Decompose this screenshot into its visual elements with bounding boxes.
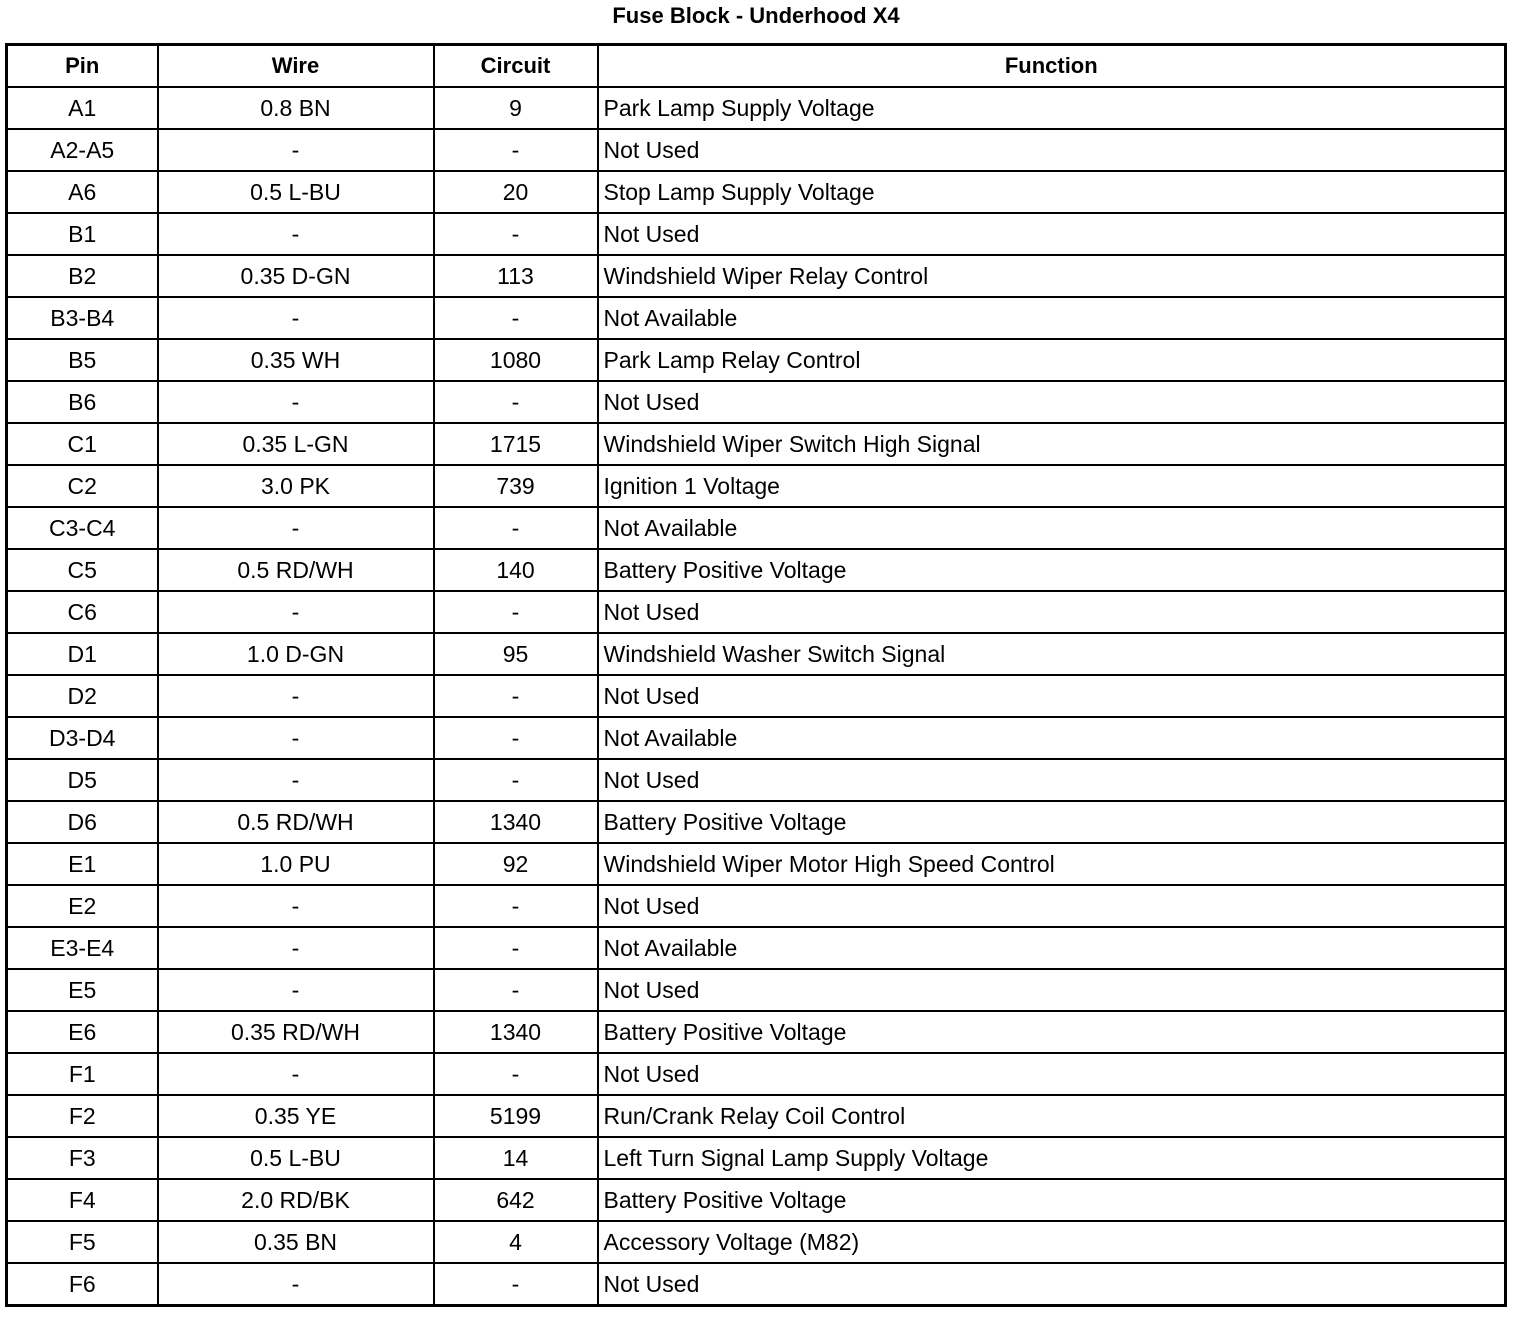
cell-function: Left Turn Signal Lamp Supply Voltage: [598, 1137, 1506, 1179]
cell-function: Battery Positive Voltage: [598, 549, 1506, 591]
cell-circuit: 95: [434, 633, 598, 675]
cell-circuit: -: [434, 507, 598, 549]
cell-circuit: 140: [434, 549, 598, 591]
cell-wire: -: [158, 885, 434, 927]
cell-pin: C5: [7, 549, 158, 591]
cell-pin: E1: [7, 843, 158, 885]
cell-circuit: 20: [434, 171, 598, 213]
header-function: Function: [598, 45, 1506, 88]
cell-function: Not Used: [598, 213, 1506, 255]
cell-pin: F5: [7, 1221, 158, 1263]
cell-wire: 0.5 L-BU: [158, 1137, 434, 1179]
table-row: [7, 591, 1506, 633]
table-row: [7, 1011, 1506, 1053]
cell-wire: 0.35 D-GN: [158, 255, 434, 297]
cell-pin: B2: [7, 255, 158, 297]
cell-wire: 0.35 L-GN: [158, 423, 434, 465]
cell-wire: -: [158, 129, 434, 171]
cell-function: Windshield Wiper Switch High Signal: [598, 423, 1506, 465]
pinout-table: [5, 43, 1507, 1307]
cell-pin: D6: [7, 801, 158, 843]
cell-circuit: 1340: [434, 801, 598, 843]
table-row: [7, 423, 1506, 465]
table-row: [7, 759, 1506, 801]
cell-circuit: 4: [434, 1221, 598, 1263]
cell-pin: B6: [7, 381, 158, 423]
cell-function: Windshield Wiper Relay Control: [598, 255, 1506, 297]
table-row: [7, 213, 1506, 255]
cell-circuit: -: [434, 675, 598, 717]
table-row: [7, 801, 1506, 843]
table-row: [7, 339, 1506, 381]
table-row: [7, 87, 1506, 129]
cell-function: Not Used: [598, 381, 1506, 423]
table-row: [7, 885, 1506, 927]
table-header: [7, 45, 1506, 88]
header-circuit: Circuit: [434, 45, 598, 88]
cell-circuit: -: [434, 297, 598, 339]
cell-function: Ignition 1 Voltage: [598, 465, 1506, 507]
cell-wire: 0.35 WH: [158, 339, 434, 381]
cell-pin: F1: [7, 1053, 158, 1095]
cell-pin: F6: [7, 1263, 158, 1306]
table-row: [7, 1263, 1506, 1306]
cell-function: Not Used: [598, 1053, 1506, 1095]
cell-function: Accessory Voltage (M82): [598, 1221, 1506, 1263]
table-row: [7, 675, 1506, 717]
cell-pin: B3-B4: [7, 297, 158, 339]
cell-wire: 0.5 RD/WH: [158, 801, 434, 843]
cell-wire: -: [158, 969, 434, 1011]
cell-function: Park Lamp Relay Control: [598, 339, 1506, 381]
table-body: [7, 87, 1506, 1306]
cell-wire: 3.0 PK: [158, 465, 434, 507]
cell-circuit: 739: [434, 465, 598, 507]
cell-function: Not Available: [598, 507, 1506, 549]
table-row: [7, 255, 1506, 297]
table-row: [7, 1137, 1506, 1179]
cell-pin: F3: [7, 1137, 158, 1179]
cell-function: Not Available: [598, 927, 1506, 969]
cell-function: Not Used: [598, 759, 1506, 801]
cell-wire: 0.8 BN: [158, 87, 434, 129]
cell-pin: C3-C4: [7, 507, 158, 549]
cell-circuit: -: [434, 213, 598, 255]
cell-wire: 1.0 PU: [158, 843, 434, 885]
cell-pin: D2: [7, 675, 158, 717]
cell-pin: C1: [7, 423, 158, 465]
cell-wire: -: [158, 927, 434, 969]
cell-pin: F4: [7, 1179, 158, 1221]
cell-function: Battery Positive Voltage: [598, 1011, 1506, 1053]
table-row: [7, 381, 1506, 423]
cell-wire: -: [158, 507, 434, 549]
table-row: [7, 1179, 1506, 1221]
cell-wire: -: [158, 675, 434, 717]
table-row: [7, 507, 1506, 549]
cell-function: Not Available: [598, 297, 1506, 339]
cell-function: Not Used: [598, 1263, 1506, 1306]
cell-circuit: 1080: [434, 339, 598, 381]
cell-function: Not Used: [598, 675, 1506, 717]
table-row: [7, 717, 1506, 759]
cell-pin: C2: [7, 465, 158, 507]
cell-circuit: -: [434, 927, 598, 969]
cell-pin: E2: [7, 885, 158, 927]
cell-pin: B5: [7, 339, 158, 381]
cell-circuit: 1340: [434, 1011, 598, 1053]
cell-wire: -: [158, 1263, 434, 1306]
cell-wire: 0.35 RD/WH: [158, 1011, 434, 1053]
cell-function: Not Used: [598, 969, 1506, 1011]
cell-pin: A1: [7, 87, 158, 129]
cell-function: Battery Positive Voltage: [598, 1179, 1506, 1221]
cell-circuit: 9: [434, 87, 598, 129]
cell-circuit: -: [434, 1053, 598, 1095]
cell-wire: -: [158, 381, 434, 423]
cell-circuit: 642: [434, 1179, 598, 1221]
cell-wire: -: [158, 1053, 434, 1095]
cell-circuit: 113: [434, 255, 598, 297]
cell-pin: E3-E4: [7, 927, 158, 969]
cell-function: Windshield Washer Switch Signal: [598, 633, 1506, 675]
cell-function: Not Used: [598, 591, 1506, 633]
cell-circuit: -: [434, 591, 598, 633]
table-row: [7, 129, 1506, 171]
cell-pin: E6: [7, 1011, 158, 1053]
table-row: [7, 1095, 1506, 1137]
cell-function: Not Used: [598, 885, 1506, 927]
cell-pin: C6: [7, 591, 158, 633]
cell-function: Stop Lamp Supply Voltage: [598, 171, 1506, 213]
cell-pin: E5: [7, 969, 158, 1011]
cell-wire: 0.5 RD/WH: [158, 549, 434, 591]
cell-circuit: -: [434, 381, 598, 423]
cell-function: Battery Positive Voltage: [598, 801, 1506, 843]
cell-function: Not Used: [598, 129, 1506, 171]
cell-function: Windshield Wiper Motor High Speed Control: [598, 843, 1506, 885]
cell-circuit: 92: [434, 843, 598, 885]
table-row: [7, 969, 1506, 1011]
table-row: [7, 1053, 1506, 1095]
table-row: [7, 843, 1506, 885]
cell-circuit: 5199: [434, 1095, 598, 1137]
table-row: [7, 549, 1506, 591]
cell-wire: 0.35 YE: [158, 1095, 434, 1137]
cell-circuit: -: [434, 717, 598, 759]
cell-circuit: -: [434, 885, 598, 927]
cell-circuit: -: [434, 129, 598, 171]
cell-wire: -: [158, 213, 434, 255]
cell-wire: -: [158, 591, 434, 633]
cell-wire: -: [158, 717, 434, 759]
header-pin: Pin: [7, 45, 158, 88]
page-title: Fuse Block - Underhood X4: [612, 3, 900, 28]
table-row: [7, 633, 1506, 675]
cell-wire: -: [158, 759, 434, 801]
table-row: [7, 1221, 1506, 1263]
table-row: [7, 297, 1506, 339]
cell-pin: B1: [7, 213, 158, 255]
cell-pin: D5: [7, 759, 158, 801]
cell-circuit: 1715: [434, 423, 598, 465]
cell-function: Park Lamp Supply Voltage: [598, 87, 1506, 129]
table-row: [7, 927, 1506, 969]
cell-function: Run/Crank Relay Coil Control: [598, 1095, 1506, 1137]
cell-wire: 0.35 BN: [158, 1221, 434, 1263]
cell-pin: D1: [7, 633, 158, 675]
cell-circuit: -: [434, 969, 598, 1011]
table-row: [7, 171, 1506, 213]
cell-pin: D3-D4: [7, 717, 158, 759]
cell-circuit: -: [434, 1263, 598, 1306]
cell-wire: 2.0 RD/BK: [158, 1179, 434, 1221]
cell-wire: 0.5 L-BU: [158, 171, 434, 213]
cell-circuit: -: [434, 759, 598, 801]
cell-pin: F2: [7, 1095, 158, 1137]
cell-function: Not Available: [598, 717, 1506, 759]
cell-pin: A2-A5: [7, 129, 158, 171]
header-wire: Wire: [158, 45, 434, 88]
cell-circuit: 14: [434, 1137, 598, 1179]
header-row: [7, 45, 1506, 88]
cell-pin: A6: [7, 171, 158, 213]
cell-wire: -: [158, 297, 434, 339]
table-row: [7, 465, 1506, 507]
cell-wire: 1.0 D-GN: [158, 633, 434, 675]
